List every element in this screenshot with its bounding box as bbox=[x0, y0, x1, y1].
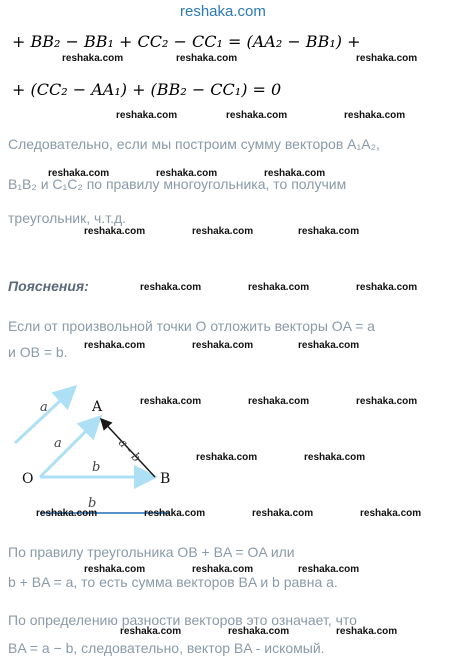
watermark: reshaka.com bbox=[298, 564, 360, 575]
watermark: reshaka.com bbox=[356, 282, 418, 293]
vector-oa bbox=[40, 417, 100, 477]
explanations-heading: Пояснения: bbox=[8, 278, 89, 294]
watermark: reshaka.com bbox=[156, 168, 218, 179]
paragraph-1-line-2: B₁B₂ и C₁C₂ по правилу многоугольника, то получим bbox=[8, 176, 347, 192]
watermark: reshaka.com bbox=[84, 226, 146, 237]
watermark: reshaka.com bbox=[48, 168, 110, 179]
watermark: reshaka.com bbox=[192, 564, 254, 575]
label-a-minus-b: a - b bbox=[115, 435, 144, 465]
watermark: reshaka.com bbox=[140, 282, 202, 293]
paragraph-3-line-2: b + BA = a, то есть сумма векторов BA и b равна a. bbox=[8, 574, 338, 590]
formula-line-2: + (CC₂ − AA₁) + (BB₂ − CC₁) = 0 bbox=[12, 80, 282, 99]
label-b-outer: b bbox=[88, 496, 97, 511]
site-header-link[interactable]: reshaka.com bbox=[180, 3, 266, 20]
watermark: reshaka.com bbox=[228, 626, 290, 637]
watermark: reshaka.com bbox=[356, 53, 418, 64]
watermark: reshaka.com bbox=[140, 396, 202, 407]
watermark: reshaka.com bbox=[116, 110, 178, 121]
watermark: reshaka.com bbox=[252, 508, 314, 519]
formula-line-1: + BB₂ − BB₁ + CC₂ − CC₁ = (AA₂ − BB₁) + bbox=[12, 32, 361, 51]
watermark: reshaka.com bbox=[336, 626, 398, 637]
label-a-inner: a bbox=[54, 436, 62, 451]
paragraph-4-line-2: BA = a − b, следовательно, вектор BA - искомый. bbox=[8, 640, 325, 656]
watermark: reshaka.com bbox=[176, 53, 238, 64]
watermark: reshaka.com bbox=[144, 508, 206, 519]
watermark: reshaka.com bbox=[298, 226, 360, 237]
paragraph-2-line-2: и OB = b. bbox=[8, 344, 68, 360]
watermark: reshaka.com bbox=[356, 396, 418, 407]
paragraph-3-line-1: По правилу треугольника OB + BA = OA или bbox=[8, 544, 295, 560]
watermark: reshaka.com bbox=[226, 110, 288, 121]
vector-a-outer bbox=[15, 387, 75, 443]
watermark: reshaka.com bbox=[192, 226, 254, 237]
watermark: reshaka.com bbox=[84, 340, 146, 351]
paragraph-1-line-1: Следовательно, если мы построим сумму векторов A₁A₂, bbox=[8, 136, 380, 152]
label-a-outer: a bbox=[40, 400, 48, 415]
point-o-label: O bbox=[22, 471, 34, 487]
watermark: reshaka.com bbox=[360, 508, 422, 519]
watermark: reshaka.com bbox=[120, 626, 182, 637]
label-b-inner: b bbox=[92, 460, 101, 475]
watermark: reshaka.com bbox=[298, 340, 360, 351]
paragraph-4-line-1: По определению разности векторов это означает, что bbox=[8, 612, 357, 628]
watermark: reshaka.com bbox=[344, 110, 406, 121]
point-b-label: B bbox=[160, 471, 171, 487]
watermark: reshaka.com bbox=[192, 340, 254, 351]
paragraph-1-line-3: треугольник, ч.т.д. bbox=[8, 210, 127, 226]
watermark: reshaka.com bbox=[36, 508, 98, 519]
watermark: reshaka.com bbox=[248, 396, 310, 407]
point-a-label: A bbox=[92, 399, 103, 415]
watermark: reshaka.com bbox=[196, 452, 258, 463]
watermark: reshaka.com bbox=[84, 564, 146, 575]
paragraph-2-line-1: Если от произвольной точки O отложить векторы OA = a bbox=[8, 318, 375, 334]
watermark: reshaka.com bbox=[264, 168, 326, 179]
watermark: reshaka.com bbox=[62, 53, 124, 64]
watermark: reshaka.com bbox=[248, 282, 310, 293]
watermark: reshaka.com bbox=[304, 452, 366, 463]
